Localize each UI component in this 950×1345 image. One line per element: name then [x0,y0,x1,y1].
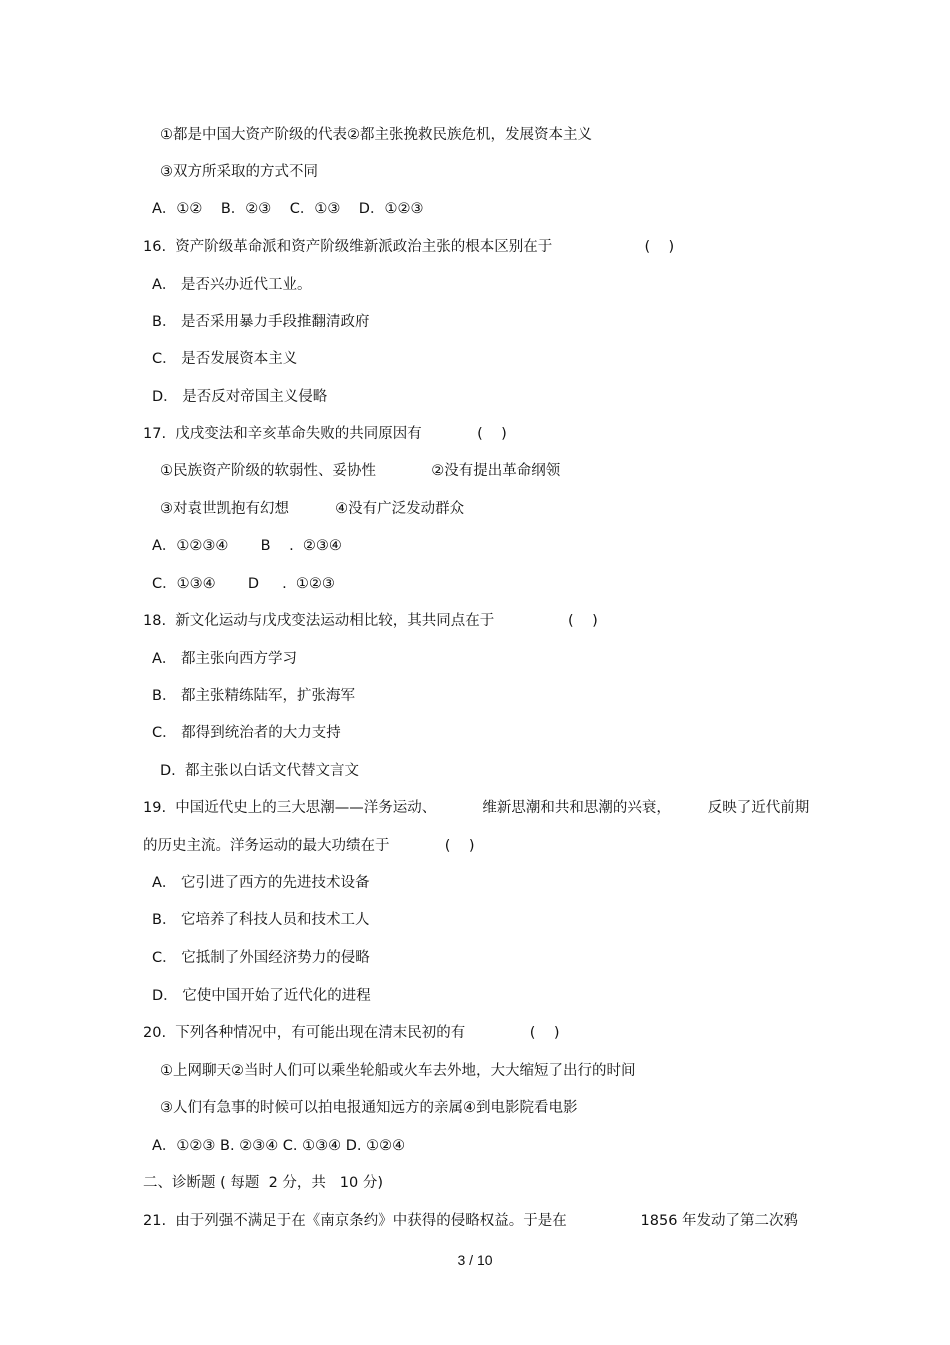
q19-option-d: D． 它使中国开始了近代化的进程 [152,988,371,1004]
q17-options-c-d: C．①③④ D . ①②③ [152,576,335,592]
q19-option-c: C． 它抵制了外国经济势力的侵略 [152,950,370,966]
q19-option-a: A． 它引进了西方的先进技术设备 [152,875,370,891]
q16-option-b: B． 是否采用暴力手段推翻清政府 [152,314,370,330]
q17-statements-3-4: ③对袁世凯抱有幻想 ④没有广泛发动群众 [160,501,465,517]
q17-statements-1-2: ①民族资产阶级的软弱性、妥协性 ②没有提出革命纲领 [160,463,561,479]
q18-option-a: A． 都主张向西方学习 [152,651,298,667]
q19-option-b: B． 它培养了科技人员和技术工人 [152,912,370,928]
q16-option-d: D． 是否反对帝国主义侵略 [152,389,328,405]
q20-stem: 20. 下列各种情况中，有可能出现在清末民初的有 ( ) [143,1025,560,1041]
q18-option-d: D. 都主张以白话文代替文言文 [160,763,359,779]
q18-option-c: C． 都得到统治者的大力支持 [152,725,341,741]
q20-options: A．①②③ B. ②③④ C. ①③④ D. ①②④ [152,1138,406,1154]
q17-options-a-b: A．①②③④ B . ②③④ [152,538,342,554]
q18-stem: 18. 新文化运动与戊戌变法运动相比较，其共同点在于 ( ) [143,613,598,629]
q16-option-a: A． 是否兴办近代工业。 [152,277,312,293]
q15-options: A．①② B．②③ C．①③ D．①②③ [152,201,424,217]
q15-statement-1-2: ①都是中国大资产阶级的代表②都主张挽救民族危机，发展资本主义 [160,127,592,143]
q18-option-b: B． 都主张精练陆军，扩张海军 [152,688,356,704]
q19-stem-line-2: 的历史主流。洋务运动的最大功绩在于 ( ) [143,838,475,854]
q17-stem: 17. 戊戌变法和辛亥革命失败的共同原因有 ( ) [143,426,507,442]
q16-stem: 16. 资产阶级革命派和资产阶级维新派政治主张的根本区别在于 ( ) [143,239,675,255]
page-number: 3 / 10 [457,1252,493,1268]
q19-stem-line-1: 19. 中国近代史上的三大思潮——洋务运动、 维新思潮和共和思潮的兴衰， 反映了近代前期 [143,800,810,816]
q16-option-c: C． 是否发展资本主义 [152,351,298,367]
q20-statements-1-2: ①上网聊天②当时人们可以乘坐轮船或火车去外地，大大缩短了出行的时间 [160,1063,636,1079]
q21-stem: 21. 由于列强不满足于在《南京条约》中获得的侵略权益。于是在 1856 年发动了第二次鸦 [143,1213,799,1229]
section-2-heading: 二、诊断题 ( 每题 2 分，共 10 分) [143,1175,383,1191]
q15-statement-3: ③双方所采取的方式不同 [160,164,318,180]
q20-statements-3-4: ③人们有急事的时候可以拍电报通知远方的亲属④到电影院看电影 [160,1100,578,1116]
